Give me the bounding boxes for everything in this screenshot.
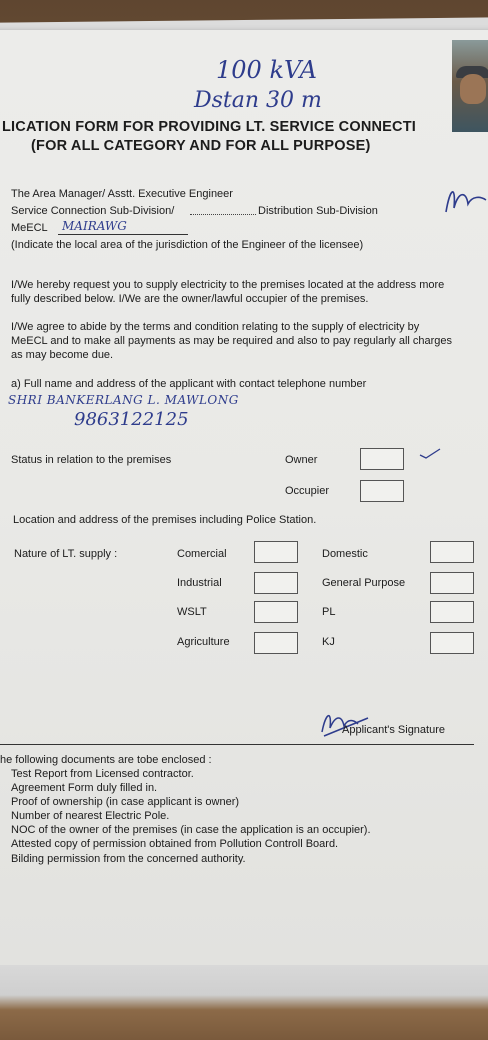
domestic-checkbox[interactable] [430, 541, 474, 563]
addressee-line4: (Indicate the local area of the jurisdiction of the Engineer of the licensee) [11, 239, 364, 251]
handwritten-phone: 9863122125 [74, 409, 189, 430]
kj-checkbox[interactable] [430, 632, 474, 654]
agriculture-checkbox[interactable] [254, 632, 298, 654]
status-occupier-label: Occupier [285, 485, 330, 497]
dotted-fill-line [190, 213, 256, 215]
para2-line1: I/We agree to abide by the terms and condition relating to the supply of electricity by [11, 321, 420, 333]
para1-line2: fully described below. I/We are the owner/lawful occupier of the premises. [11, 293, 369, 305]
handwritten-applicant-name: SHRI BANKERLANG L. MAWLONG [8, 393, 239, 407]
wslt-checkbox[interactable] [254, 601, 298, 623]
supply-industrial-label: Industrial [177, 577, 222, 589]
addressee-line1: The Area Manager/ Asstt. Executive Engineer [11, 188, 233, 200]
signature-separator [0, 744, 474, 745]
document-item: NOC of the owner of the premises (in case the application is an occupier). [11, 824, 371, 836]
engineer-signature-mark [440, 178, 488, 224]
lower-sheets-edge [0, 965, 488, 1040]
document-item: Attested copy of permission obtained from Pollution Controll Board. [11, 838, 339, 850]
addressee-line2a: Service Connection Sub-Division/ [11, 205, 175, 217]
para1-line1: I/We hereby request you to supply electricity to the premises located at the address more [11, 279, 445, 291]
industrial-checkbox[interactable] [254, 572, 298, 594]
supply-pl-label: PL [322, 606, 336, 618]
addressee-line3-prefix: MeECL [11, 222, 48, 234]
handwritten-distance: Dstan 30 m [194, 88, 322, 113]
signature-label: Applicant's Signature [342, 724, 445, 736]
addressee-line2b: Distribution Sub-Division [258, 205, 378, 217]
supply-wslt-label: WSLT [177, 606, 207, 618]
para2-line2: MeECL and to make all payments as may be required and also to pay regularly all charges [11, 335, 453, 347]
photo-face-shape [460, 74, 486, 104]
document-item: Test Report from Licensed contractor. [11, 768, 194, 780]
documents-heading: he following documents are tobe enclosed : [0, 754, 212, 766]
owner-checkbox[interactable] [360, 448, 404, 470]
handwritten-load: 100 kVA [216, 56, 318, 84]
document-item: Proof of ownership (in case applicant is owner) [11, 796, 240, 808]
supply-label: Nature of LT. supply : [14, 548, 118, 560]
document-item: Number of nearest Electric Pole. [11, 810, 170, 822]
status-owner-label: Owner [285, 454, 318, 466]
applicant-label: a) Full name and address of the applicant with contact telephone number [11, 378, 367, 390]
supply-agriculture-label: Agriculture [177, 636, 230, 648]
supply-comercial-label: Comercial [177, 548, 227, 560]
general-purpose-checkbox[interactable] [430, 572, 474, 594]
supply-kj-label: KJ [322, 636, 335, 648]
pl-checkbox[interactable] [430, 601, 474, 623]
document-item: Agreement Form duly filled in. [11, 782, 158, 794]
supply-domestic-label: Domestic [322, 548, 368, 560]
para2-line3: as may become due. [11, 349, 114, 361]
comercial-checkbox[interactable] [254, 541, 298, 563]
form-subtitle: (FOR ALL CATEGORY AND FOR ALL PURPOSE) [31, 138, 371, 154]
applicant-photo [452, 40, 488, 132]
form-title: LICATION FORM FOR PROVIDING LT. SERVICE CONNECTI [2, 119, 416, 135]
location-label: Location and address of the premises including Police Station. [13, 514, 317, 526]
supply-general-purpose-label: General Purpose [322, 577, 406, 589]
owner-tick-mark [418, 446, 442, 460]
handwritten-area: MAIRAWG [62, 219, 127, 233]
area-underline [58, 234, 188, 235]
occupier-checkbox[interactable] [360, 480, 404, 502]
status-label: Status in relation to the premises [11, 454, 172, 466]
document-item: Bilding permission from the concerned authority. [11, 853, 246, 865]
